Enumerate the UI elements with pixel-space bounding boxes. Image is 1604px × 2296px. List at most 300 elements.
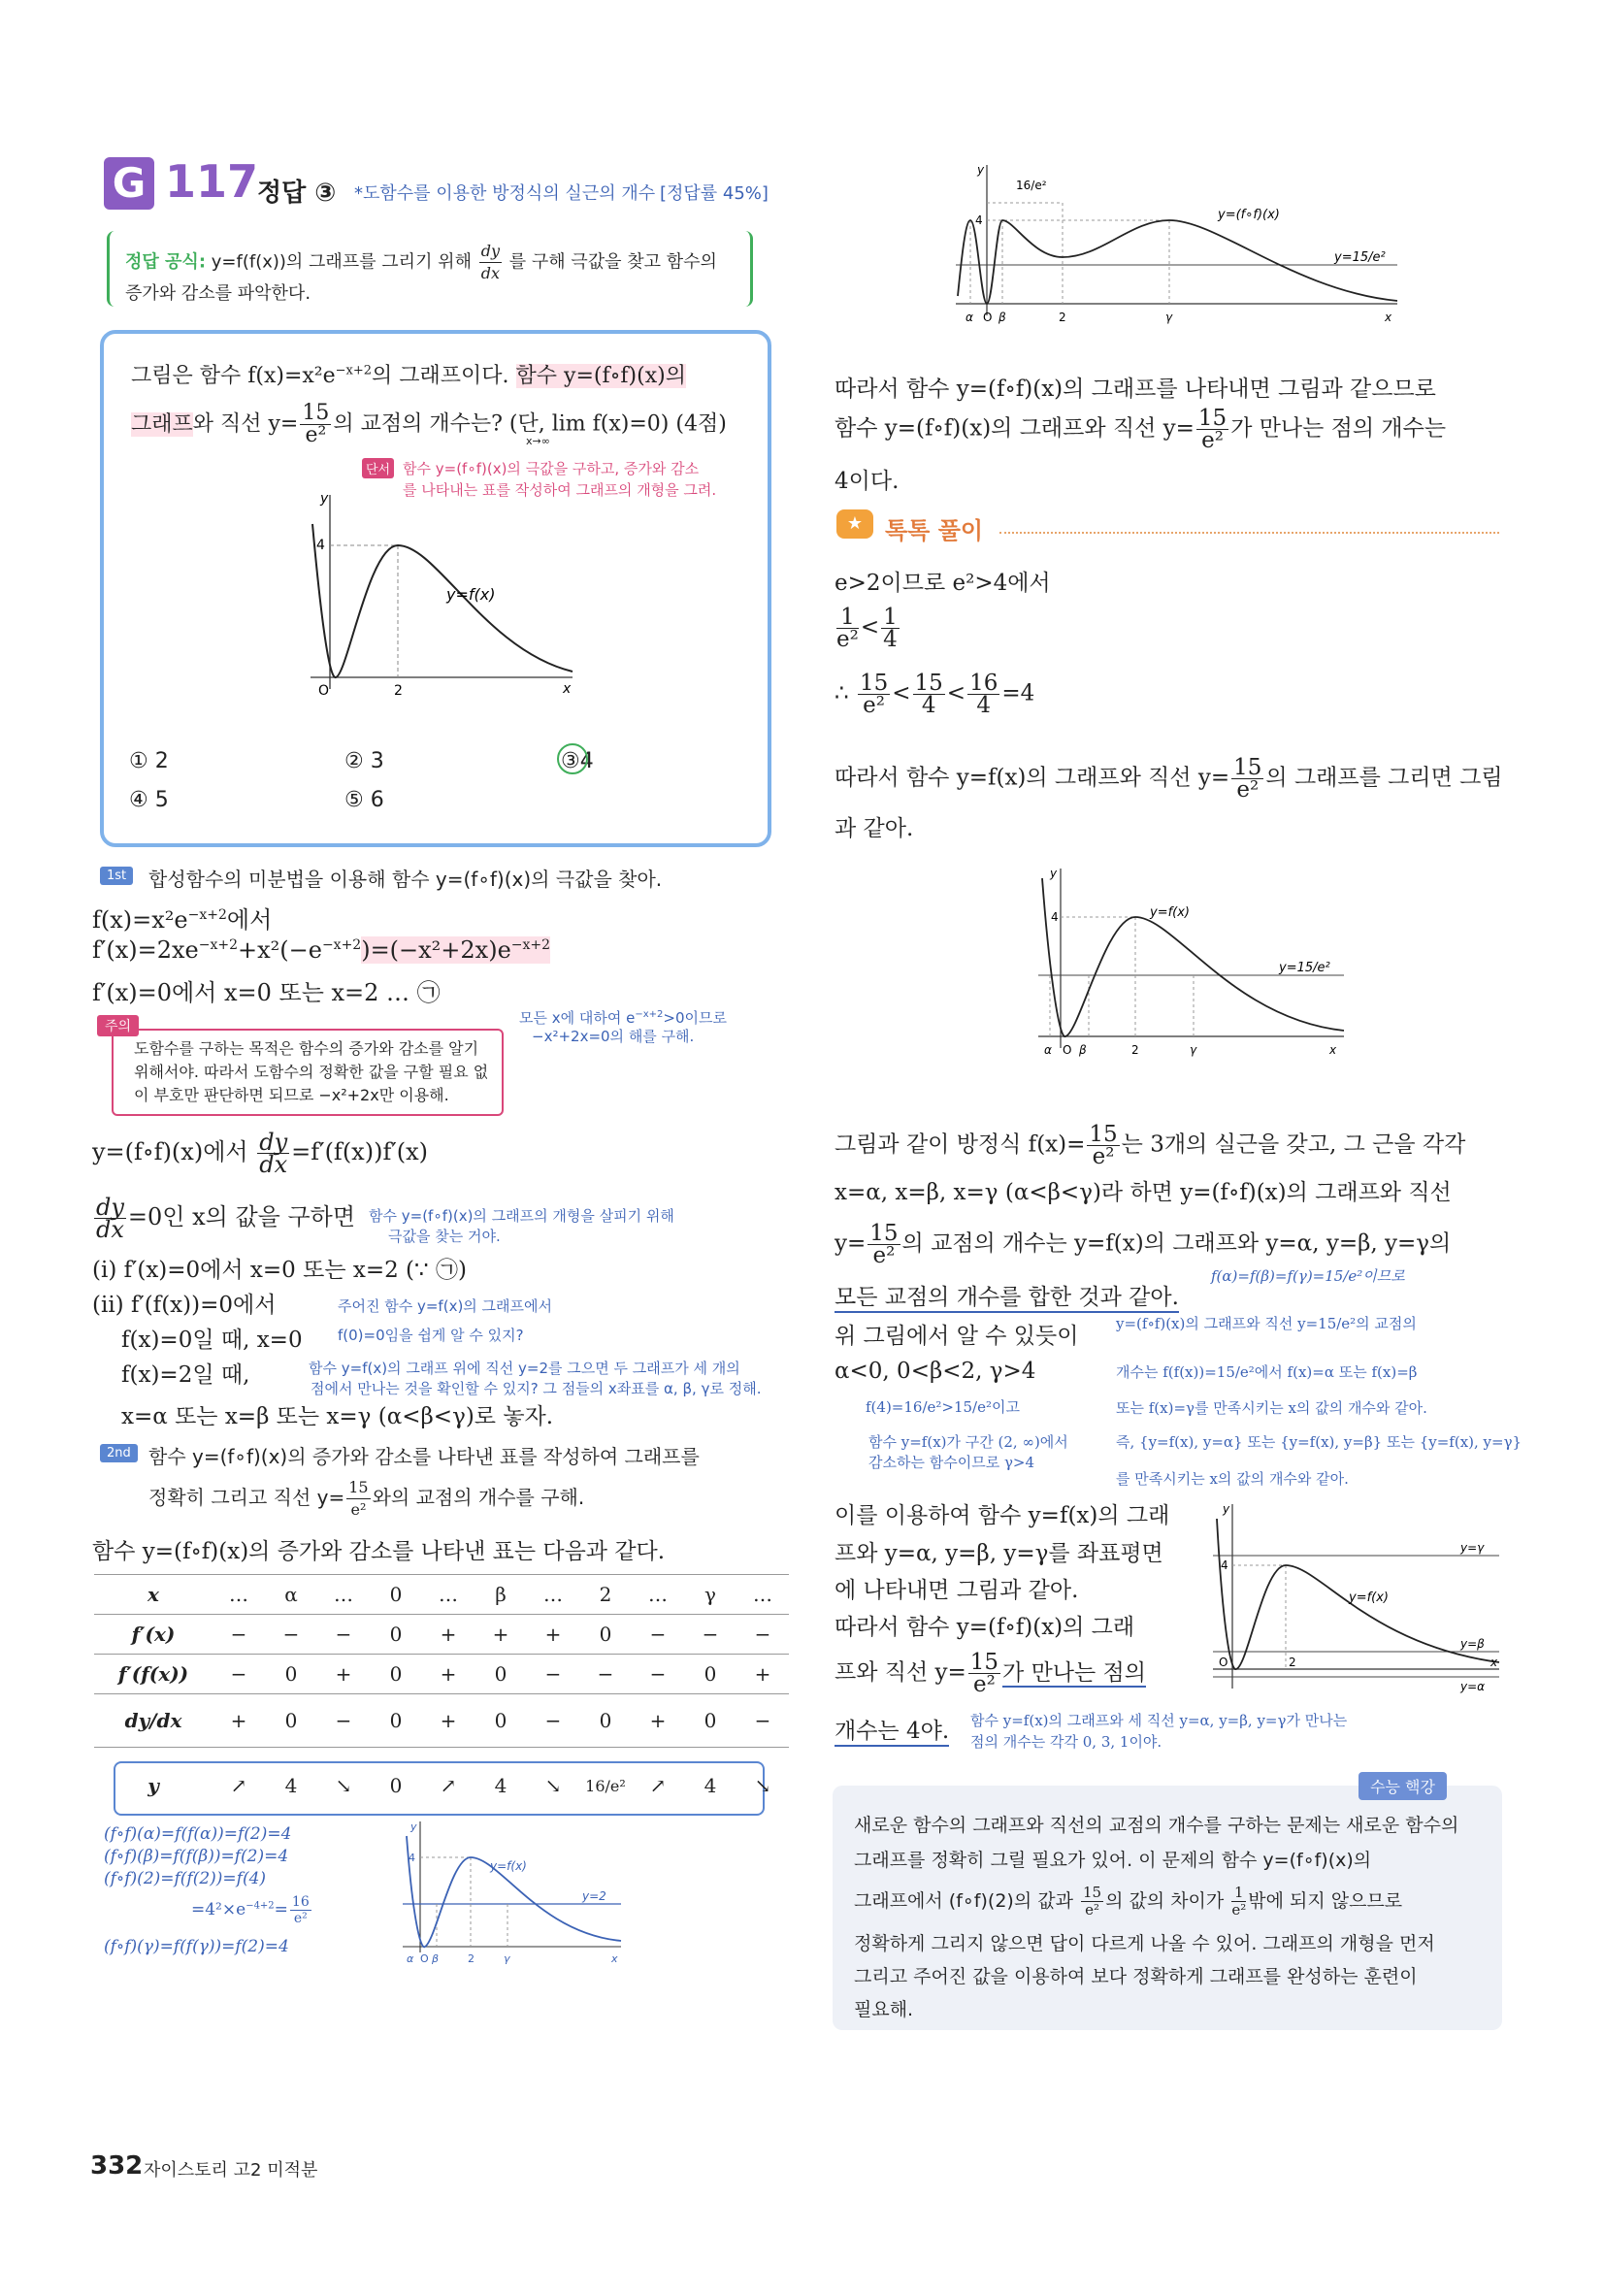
t4-frac <box>1231 757 1263 801</box>
step2-intro: 함수 y=(f∘f)(x)의 증가와 감소를 나타낸 표는 다음과 같다. <box>92 1539 666 1564</box>
choice-4[interactable]: ④ 5 <box>129 788 169 812</box>
t3-lt2: < <box>946 680 966 706</box>
table-cell: dy/dx <box>94 1694 213 1748</box>
table-row <box>94 1615 789 1655</box>
formula-fraction <box>479 241 502 284</box>
ann-r11: 점의 개수는 각각 0, 3, 1이야. <box>970 1733 1162 1751</box>
table-cell: 0 <box>370 1615 422 1655</box>
t3-frac3 <box>967 672 999 716</box>
r-t6 <box>835 1124 1465 1167</box>
r-t15: 따라서 함수 y=(f∘f)(x)의 그래 <box>835 1615 1135 1640</box>
table-cell: 0 <box>265 1655 317 1694</box>
table-cell: 0 <box>370 1575 422 1615</box>
table-cell: 0 <box>475 1655 527 1694</box>
label-4: 4 <box>1221 1558 1228 1572</box>
t8-num: 15 <box>869 1221 899 1246</box>
calc-4b: = <box>274 1900 288 1919</box>
r-t9: 모든 교점의 개수를 합한 것과 같아. <box>835 1279 1179 1313</box>
t3-d1: e² <box>863 693 886 718</box>
table-cell: 0 <box>389 1774 403 1797</box>
t6-den: e² <box>1092 1144 1115 1169</box>
ann1-line1 <box>519 1005 727 1028</box>
table-cell: 0 <box>579 1615 632 1655</box>
r-t12: 이를 이용하여 함수 y=f(x)의 그래 <box>835 1503 1170 1528</box>
topic-label: *도함수를 이용한 방정식의 실근의 개수 <box>354 183 656 204</box>
label-alpha: α <box>966 311 973 324</box>
ann-r4: f(4)=16/e²>15/e²이고 <box>866 1398 1020 1416</box>
ann1a: 모든 x에 대하여 e <box>519 1009 636 1027</box>
tok-wave <box>999 532 1499 534</box>
t16-num: 15 <box>969 1650 999 1675</box>
core-l3 <box>854 1885 1402 1919</box>
t8a: y= <box>835 1230 867 1257</box>
step1-l5 <box>92 1194 356 1243</box>
right-p1: 따라서 함수 y=(f∘f)(x)의 그래프를 나타내면 그림과 같으므로 <box>835 377 1436 402</box>
table-cell: 0 <box>684 1694 737 1748</box>
t16-den: e² <box>972 1672 996 1697</box>
t2-lt: < <box>860 614 880 640</box>
problem-number: 117 <box>165 155 259 208</box>
problem-line2 <box>131 403 727 446</box>
table-header-row <box>94 1575 789 1615</box>
t4b: 의 그래프를 그리면 그림 <box>1265 765 1503 791</box>
core-d2: e² <box>1231 1901 1247 1919</box>
table-cell: ↘ <box>754 1774 771 1797</box>
label-beta: β <box>998 311 1006 324</box>
tok-t3 <box>835 672 1034 716</box>
core-n1: 15 <box>1082 1884 1102 1901</box>
t2-d2: 4 <box>883 627 898 652</box>
table-cell: ↗ <box>230 1774 247 1797</box>
t16-frac <box>968 1652 1000 1695</box>
hint-line1: 함수 y=(f∘f)(x)의 극값을 구하고, 증가와 감소 <box>403 460 700 477</box>
step1-l9: f(x)=2일 때, <box>121 1362 250 1388</box>
core-l3b: 의 값의 차이가 <box>1105 1890 1225 1912</box>
s1-l2-exp1: −x+2 <box>198 937 238 953</box>
label-O: O <box>1063 1043 1072 1057</box>
choice-5[interactable]: ⑤ 6 <box>344 788 384 812</box>
tok-icon: ★ <box>836 509 873 539</box>
formula-box <box>107 231 753 307</box>
curve-ff <box>958 220 1397 304</box>
label-4: 4 <box>316 538 325 553</box>
caution-line2: 위해서야. 따라서 도함수의 정확한 값을 구할 필요 없 <box>134 1063 489 1081</box>
s2-frac <box>346 1477 370 1521</box>
s2-t2b: 와의 교점의 개수를 구해. <box>372 1486 585 1509</box>
ann-r5: 또는 f(x)=γ를 만족시키는 x의 값의 개수와 같아. <box>1116 1399 1427 1417</box>
t2-frac2 <box>881 607 900 650</box>
table-cell: ↘ <box>335 1774 352 1797</box>
t6a: 그림과 같이 방정식 f(x)= <box>835 1132 1086 1158</box>
table-cell: β <box>475 1575 527 1615</box>
ann-r8: 즉, {y=f(x), y=α} 또는 {y=f(x), y=β} 또는 {y=f(x), y=γ} <box>1116 1433 1522 1451</box>
s1-l5b: =0인 x의 값을 구하면 <box>127 1203 356 1230</box>
t3-n2: 15 <box>914 671 943 696</box>
problem-text-a: 그림은 함수 f(x)=x²e <box>131 364 336 388</box>
curve-fx <box>312 524 573 677</box>
table-y-row <box>94 1766 789 1805</box>
t8-den: e² <box>872 1243 896 1268</box>
s2-num: 15 <box>346 1477 370 1499</box>
caution-tag: 주의 <box>97 1015 139 1036</box>
label-y-alpha: y=α <box>1460 1680 1486 1693</box>
graph-fx-15 <box>1029 864 1349 1067</box>
table-cell: 0 <box>265 1694 317 1748</box>
label-y: y <box>977 163 985 177</box>
hint-line2: 를 나타내는 표를 작성하여 그래프의 개형을 그려. <box>403 481 717 499</box>
core-tag: 수능 핵강 <box>1358 1772 1447 1800</box>
core-d1: e² <box>1085 1901 1099 1919</box>
tok-t4 <box>835 757 1503 801</box>
calc-4-den: e² <box>293 1911 308 1926</box>
label-curve: y=f(x) <box>490 1859 527 1873</box>
calc-4 <box>191 1894 313 1926</box>
s1-l5-frac <box>94 1194 126 1243</box>
ann2-line1: 함수 y=(f∘f)(x)의 그래프의 개형을 살피기 위해 <box>369 1207 674 1225</box>
ann1-line2: −x²+2x=0의 해를 구해. <box>532 1028 695 1045</box>
core-l6: 필요해. <box>854 1999 914 2020</box>
label-y: y <box>410 1820 417 1833</box>
table-cell: … <box>737 1575 789 1615</box>
choice-3-circle <box>557 743 588 774</box>
table-cell: − <box>737 1694 789 1748</box>
label-4: 4 <box>1051 910 1059 924</box>
calc-1: (f∘f)(α)=f(f(α))=f(2)=4 <box>104 1824 292 1844</box>
table-cell: … <box>422 1575 475 1615</box>
right-p3: 4이다. <box>835 469 900 494</box>
t3-d3: 4 <box>976 693 992 718</box>
graph-y2 <box>393 1817 626 1972</box>
table-cell: 2 <box>579 1575 632 1615</box>
table-cell: 0 <box>684 1655 737 1694</box>
s1-l4-den: dx <box>259 1151 288 1178</box>
label-gamma: γ <box>1165 311 1173 324</box>
formula-label: 정답 공식: <box>125 251 207 273</box>
table-cell: x <box>94 1575 213 1615</box>
calc-3: (f∘f)(2)=f(f(2))=f(4) <box>104 1869 267 1888</box>
t3-n1: 15 <box>859 671 889 696</box>
table-cell: 4 <box>704 1774 717 1797</box>
t16b: 가 만나는 점의 <box>1002 1659 1146 1686</box>
t6-frac <box>1087 1124 1119 1167</box>
table-cell: + <box>475 1615 527 1655</box>
label-x: x <box>1329 1043 1337 1057</box>
problem-text-d: 그래프 <box>131 411 193 437</box>
t6b: 는 3개의 실근을 갖고, 그 근을 각각 <box>1121 1132 1466 1158</box>
ann5-line1: 함수 y=f(x)의 그래프 위에 직선 y=2를 그으면 두 그래프가 세 개의 <box>309 1360 740 1377</box>
table-cell: − <box>265 1615 317 1655</box>
t3-lt1: < <box>892 680 911 706</box>
label-y: y <box>1050 867 1058 880</box>
book-title: 자이스토리 고2 미적분 <box>144 2160 318 2181</box>
caution-line1: 도함수를 구하는 목적은 함수의 증가와 감소를 알기 <box>134 1039 479 1058</box>
formula-line2: 증가와 감소를 파악한다. <box>125 283 311 304</box>
core-l5: 그리고 주어진 값을 이용하여 보다 정확하게 그래프를 완성하는 훈련이 <box>854 1966 1418 1987</box>
graph-ff <box>946 160 1402 330</box>
step1-l10: x=α 또는 x=β 또는 x=γ (α<β<γ)로 놓자. <box>121 1404 554 1429</box>
s2-den: e² <box>350 1500 367 1519</box>
t4a: 따라서 함수 y=f(x)의 그래프와 직선 y= <box>835 765 1230 791</box>
s2-t2a: 정확히 그리고 직선 y= <box>148 1486 345 1509</box>
ann-r7: 감소하는 함수이므로 γ>4 <box>868 1454 1035 1471</box>
problem-exp: −x+2 <box>335 363 373 378</box>
core-n2: 1 <box>1231 1885 1246 1902</box>
label-beta: β <box>1079 1043 1087 1057</box>
label-line: y=15/e² <box>1279 961 1330 975</box>
table-cell: ↗ <box>649 1774 667 1797</box>
formula-text1: y=f(f(x))의 그래프를 그리기 위해 <box>211 251 472 273</box>
problem-text-f: 의 교점의 개수는? (단, lim f(x)=0) (4점) <box>333 411 727 437</box>
lim-subscript: x→∞ <box>526 435 550 447</box>
label-y-beta: y=β <box>1460 1637 1485 1651</box>
s1-l1-exp: −x+2 <box>187 907 227 923</box>
table-cell: f′(f(x)) <box>94 1655 213 1694</box>
s1-l1b: 에서 <box>226 906 273 934</box>
answer-label: 정답 ③ <box>257 179 337 208</box>
tok-t2 <box>835 607 901 650</box>
calc-4-frac <box>290 1894 311 1926</box>
right-p2 <box>835 408 1446 451</box>
calc-4-exp: −4+2 <box>246 1900 275 1912</box>
s1-l4-frac <box>257 1129 289 1178</box>
label-x: x <box>563 681 572 697</box>
s1-l2a: f′(x)=2xe <box>92 936 199 964</box>
t16a: 프와 직선 y= <box>835 1659 966 1686</box>
problem-graph <box>301 485 582 708</box>
choice-3[interactable]: ③4 <box>561 749 594 773</box>
problem-text-c: 함수 y=(f∘f)(x)의 <box>515 364 686 388</box>
r-p2a: 함수 y=(f∘f)(x)의 그래프와 직선 y= <box>835 415 1195 442</box>
tok-t5: 과 같아. <box>835 816 914 841</box>
step2-title1: 함수 y=(f∘f)(x)의 증가와 감소를 나타낸 표를 작성하여 그래프를 <box>148 1445 700 1468</box>
label-beta: β <box>432 1952 440 1965</box>
r-t8 <box>835 1223 1451 1266</box>
s1-l5-num: dy <box>96 1194 124 1221</box>
label-16-e2: 16/e² <box>1016 179 1047 192</box>
table-cell: α <box>265 1575 317 1615</box>
table-cell: 0 <box>370 1655 422 1694</box>
core-l1: 새로운 함수의 그래프와 직선의 교점의 개수를 구하는 문제는 새로운 함수의 <box>854 1815 1459 1836</box>
t4-num: 15 <box>1233 755 1262 780</box>
t3-eq: =4 <box>1001 680 1035 706</box>
problem-text-e: 와 직선 y= <box>192 411 299 437</box>
ann4: f(0)=0임을 쉽게 알 수 있지? <box>338 1327 524 1344</box>
r-t10: 위 그림에서 알 수 있듯이 <box>835 1324 1079 1349</box>
label-2: 2 <box>1289 1656 1296 1669</box>
calc-2: (f∘f)(β)=f(f(β))=f(2)=4 <box>104 1847 289 1866</box>
table-cell: f′(x) <box>94 1615 213 1655</box>
label-alpha: α <box>1044 1043 1052 1057</box>
choice-2[interactable]: ② 3 <box>344 749 384 773</box>
t8-frac <box>867 1223 900 1266</box>
table-cell: 0 <box>370 1694 422 1748</box>
ann5-line2: 점에서 만나는 것을 확인할 수 있지? 그 점들의 x좌표를 α, β, γ로 정해. <box>311 1380 762 1397</box>
s1-l2b: +x²(−e <box>237 936 322 964</box>
s1-l2c: )=(−x²+2x)e <box>361 936 511 964</box>
table-cell: + <box>737 1655 789 1694</box>
table-cell: − <box>527 1655 579 1694</box>
table-cell: + <box>213 1694 265 1748</box>
table-cell: … <box>632 1575 684 1615</box>
calc-5: (f∘f)(γ)=f(f(γ))=f(2)=4 <box>104 1937 289 1956</box>
page-number: 332 <box>90 2151 144 2181</box>
s1-l1a: f(x)=x²e <box>92 906 188 934</box>
table-row <box>94 1655 789 1694</box>
label-curve: y=f(x) <box>1349 1591 1389 1605</box>
table-cell: − <box>213 1615 265 1655</box>
label-O: O <box>983 311 993 324</box>
table-cell: 16/e² <box>585 1776 626 1795</box>
label-x: x <box>611 1952 618 1965</box>
table-cell: ↗ <box>440 1774 457 1797</box>
label-2: 2 <box>1131 1043 1139 1057</box>
caution-line3: 이 부호만 판단하면 되므로 −x²+2x만 이용해. <box>134 1086 449 1104</box>
label-gamma: γ <box>1190 1043 1197 1057</box>
increase-table <box>94 1574 789 1748</box>
step1-l8: f(x)=0일 때, x=0 <box>121 1328 303 1353</box>
formula-frac-num: dy <box>479 241 502 263</box>
table-cell: − <box>213 1655 265 1694</box>
ann-r9: 를 만족시키는 x의 값의 개수와 같아. <box>1116 1470 1349 1488</box>
s1-l5-den: dx <box>96 1216 124 1243</box>
table-cell: 0 <box>475 1694 527 1748</box>
ann-r6: 함수 y=f(x)가 구간 (2, ∞)에서 <box>868 1433 1068 1451</box>
r-t14: 에 나타내면 그림과 같아. <box>835 1578 1079 1603</box>
label-2: 2 <box>394 683 403 699</box>
ann3: 주어진 함수 y=f(x)의 그래프에서 <box>338 1297 553 1315</box>
core-frac2 <box>1231 1885 1246 1919</box>
formula-line1 <box>125 241 717 284</box>
ann-r3: 개수는 f(f(x))=15/e²에서 f(x)=α 또는 f(x)=β <box>1116 1363 1418 1381</box>
table-cell: ↘ <box>544 1774 562 1797</box>
t2-frac1 <box>836 607 859 650</box>
label-O: O <box>1219 1656 1228 1669</box>
step2-title2 <box>148 1477 584 1521</box>
step1-l1 <box>92 901 272 935</box>
label-curve: y=f(x) <box>1150 905 1190 920</box>
ann-r10: 함수 y=f(x)의 그래프와 세 직선 y=α, y=β, y=γ가 만나는 <box>970 1712 1348 1729</box>
table-cell: 0 <box>579 1694 632 1748</box>
step1-title: 합성함수의 미분법을 이용해 함수 y=(f∘f)(x)의 극값을 찾아. <box>148 868 663 891</box>
tok-title: 톡톡 풀이 <box>885 517 984 544</box>
table-cell: − <box>527 1694 579 1748</box>
label-curve: y=f(x) <box>446 585 496 604</box>
table-cell: + <box>422 1615 475 1655</box>
ann-r2: y=(f∘f)(x)의 그래프와 직선 y=15/e²의 교점의 <box>1116 1315 1417 1332</box>
r-t17: 개수는 4야. <box>835 1713 949 1747</box>
label-y: y <box>320 491 329 507</box>
table-cell: + <box>527 1615 579 1655</box>
label-alpha: α <box>407 1952 414 1965</box>
core-l4: 정확하게 그리지 않으면 답이 다르게 나올 수 있어. 그래프의 개형을 먼저 <box>854 1933 1435 1954</box>
label-2: 2 <box>468 1952 475 1965</box>
core-l3c: 밖에 되지 않으므로 <box>1248 1890 1403 1912</box>
problem-frac-den: e² <box>305 423 327 447</box>
core-l2: 그래프를 정확히 그릴 필요가 있어. 이 문제의 함수 y=(f∘f)(x)의 <box>854 1850 1372 1871</box>
label-y-gamma: y=γ <box>1460 1541 1485 1555</box>
table-cell: + <box>422 1655 475 1694</box>
problem-line1 <box>131 359 686 389</box>
label-line: y=2 <box>582 1889 606 1903</box>
r-t7: x=α, x=β, x=γ (α<β<γ)라 하면 y=(f∘f)(x)의 그래프와 직선 <box>835 1180 1452 1205</box>
core-frac1 <box>1081 1885 1103 1919</box>
table-cell: − <box>737 1615 789 1655</box>
t2-n1: 1 <box>836 607 859 629</box>
label-x: x <box>1385 311 1392 324</box>
table-cell: + <box>317 1655 370 1694</box>
t4-den: e² <box>1236 777 1260 803</box>
r-t13: 프와 y=α, y=β, y=γ를 좌표평면 <box>835 1541 1163 1566</box>
step1-l7: (ⅱ) f′(f(x))=0에서 <box>92 1293 277 1318</box>
formula-text2: 를 구해 극값을 찾고 함수의 <box>508 251 717 273</box>
hint-tag: 단서 <box>362 458 394 478</box>
s1-l4b: =f′(f(x))f′(x) <box>291 1138 429 1165</box>
table-cell: − <box>632 1655 684 1694</box>
table-cell: 4 <box>494 1774 507 1797</box>
label-O: O <box>420 1952 429 1965</box>
calc-4-num: 16 <box>291 1894 310 1910</box>
table-cell: + <box>422 1694 475 1748</box>
ann1b: >0이므로 <box>663 1009 727 1027</box>
r-t16 <box>835 1652 1146 1695</box>
label-4: 4 <box>409 1852 415 1864</box>
t2-d1: e² <box>836 627 859 652</box>
r-p2-frac <box>1196 408 1228 451</box>
table-cell: γ <box>684 1575 737 1615</box>
t3-d2: 4 <box>921 693 936 718</box>
table-cell: + <box>632 1694 684 1748</box>
t3-therefore: ∴ <box>835 680 849 706</box>
t3-n3: 16 <box>969 671 998 696</box>
table-cell: − <box>317 1615 370 1655</box>
table-row <box>94 1694 789 1748</box>
r-p2-den: e² <box>1201 428 1224 453</box>
s1-l2-hl <box>361 936 550 964</box>
label-gamma: γ <box>504 1952 510 1965</box>
ann2-line2: 극값을 찾는 거야. <box>388 1228 501 1245</box>
table-cell: − <box>632 1615 684 1655</box>
t6-num: 15 <box>1089 1122 1118 1147</box>
table-cell: 4 <box>284 1774 298 1797</box>
choice-1[interactable]: ① 2 <box>129 749 169 773</box>
ann1-exp: −x+2 <box>635 1009 664 1020</box>
r-p2b: 가 만나는 점의 개수는 <box>1230 415 1447 442</box>
table-cell: … <box>317 1575 370 1615</box>
step1-l4 <box>92 1129 429 1178</box>
s1-l4-num: dy <box>259 1129 288 1156</box>
formula-frac-den: dx <box>480 264 500 282</box>
table-cell: − <box>317 1694 370 1748</box>
r-t11: α<0, 0<β<2, γ>4 <box>835 1359 1036 1384</box>
t3-frac2 <box>913 672 945 716</box>
graph-abg <box>1203 1499 1504 1693</box>
t2-n2: 1 <box>883 605 898 630</box>
label-O: O <box>318 683 330 699</box>
label-x: x <box>1490 1656 1498 1669</box>
table-cell: − <box>579 1655 632 1694</box>
accuracy-label: [정답률 45%] <box>660 183 769 204</box>
table-cell: y <box>147 1774 159 1797</box>
tok-t1: e>2이므로 e²>4에서 <box>835 571 1051 596</box>
step1-l3: f′(x)=0에서 x=0 또는 x=2 … ㉠ <box>92 979 441 1006</box>
s1-l2-exp3: −x+2 <box>510 937 551 953</box>
label-line: y=15/e² <box>1334 250 1386 265</box>
table-cell: … <box>527 1575 579 1615</box>
step1-tag: 1st <box>100 867 133 885</box>
ann-r1: f(α)=f(β)=f(γ)=15/e²이므로 <box>1211 1267 1405 1285</box>
table-cell: … <box>213 1575 265 1615</box>
label-curve: y=(f∘f)(x) <box>1218 208 1280 222</box>
